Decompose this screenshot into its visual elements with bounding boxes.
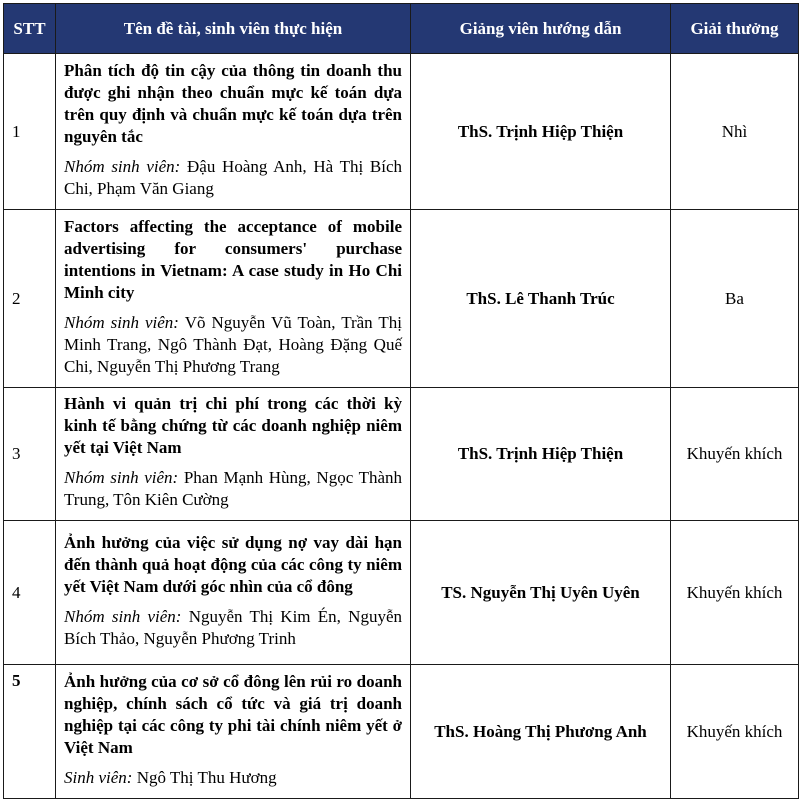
table-header (4, 4, 799, 54)
row-award: Khuyến khích (671, 521, 799, 665)
header-award: Giải thưởng (671, 4, 799, 54)
members-label: Nhóm sinh viên: (64, 156, 181, 176)
header-topic: Tên đề tài, sinh viên thực hiện (56, 4, 411, 54)
members-names: Đậu Hoàng Anh, Hà Thị Bích Chi, Phạm Văn Giang (64, 156, 402, 198)
row-award: Khuyến khích (671, 665, 799, 799)
members-names: Phan Mạnh Hùng, Ngọc Thành Trung, Tôn Kiên Cường (64, 468, 403, 509)
table-row (4, 54, 799, 210)
table-row (4, 521, 799, 665)
row-stt: 5 (4, 665, 56, 799)
header-advisor: Giảng viên hướng dẫn (411, 4, 671, 54)
members-names: Võ Nguyễn Vũ Toàn, Trần Thị Minh Trang, Ngô Thành Đạt, Hoàng Đặng Quế Chi, Nguyễn Thị Phương Trang (64, 312, 402, 376)
row-stt: 2 (4, 210, 56, 388)
row-topic-cell (56, 54, 411, 210)
table-row (4, 210, 799, 388)
row-advisor: ThS. Trịnh Hiệp Thiện (411, 388, 671, 521)
topic-title: Factors affecting the acceptance of mobile advertising for consumers' purchase intentions in Vietnam: A case study in Ho Chi Minh city (64, 216, 402, 302)
members-label: Nhóm sinh viên: (64, 606, 182, 626)
header-row (4, 4, 799, 54)
row-advisor: TS. Nguyễn Thị Uyên Uyên (411, 521, 671, 665)
table-row (4, 665, 799, 799)
row-stt: 1 (4, 54, 56, 210)
member-list (64, 467, 402, 511)
topic-title: Hành vi quản trị chi phí trong các thời kỳ kinh tế bằng chứng từ các doanh nghiệp niêm yết tại Việt Nam (64, 394, 402, 457)
members-names: Nguyễn Thị Kim Én, Nguyễn Bích Thảo, Nguyễn Phương Trinh (64, 606, 402, 648)
member-list (64, 312, 402, 378)
table-body (4, 54, 799, 799)
members-label: Nhóm sinh viên: (64, 312, 179, 332)
members-label: Sinh viên: (64, 767, 133, 787)
row-award: Ba (671, 210, 799, 388)
row-award: Khuyến khích (671, 388, 799, 521)
member-list (64, 767, 402, 789)
member-list (64, 606, 402, 650)
row-advisor: ThS. Lê Thanh Trúc (411, 210, 671, 388)
row-stt: 4 (4, 521, 56, 665)
row-topic-cell (56, 521, 411, 665)
table-row (4, 388, 799, 521)
topic-title: Ảnh hưởng của cơ sở cổ đông lên rủi ro doanh nghiệp, chính sách cổ tức và giá trị doanh nghiệp tại các công ty phi tài chính niêm yết ở Việt Nam (64, 671, 402, 757)
topic-title: Phân tích độ tin cậy của thông tin doanh thu được ghi nhận theo chuẩn mực kế toán dựa trên quy định và chuẩn mực kế toán dựa trên nguyên tắc (64, 60, 402, 146)
row-topic-cell (56, 665, 411, 799)
row-advisor: ThS. Hoàng Thị Phương Anh (411, 665, 671, 799)
row-award: Nhì (671, 54, 799, 210)
member-list (64, 156, 402, 200)
awards-table (3, 3, 799, 799)
members-label: Nhóm sinh viên: (64, 468, 179, 487)
row-topic-cell (56, 210, 411, 388)
row-stt: 3 (4, 388, 56, 521)
header-stt: STT (4, 4, 56, 54)
row-topic-cell (56, 388, 411, 521)
members-names: Ngô Thị Thu Hương (136, 767, 277, 787)
row-advisor: ThS. Trịnh Hiệp Thiện (411, 54, 671, 210)
topic-title: Ảnh hưởng của việc sử dụng nợ vay dài hạn đến thành quả hoạt động của các công ty niêm yết Việt Nam dưới góc nhìn của cổ đông (64, 532, 402, 596)
